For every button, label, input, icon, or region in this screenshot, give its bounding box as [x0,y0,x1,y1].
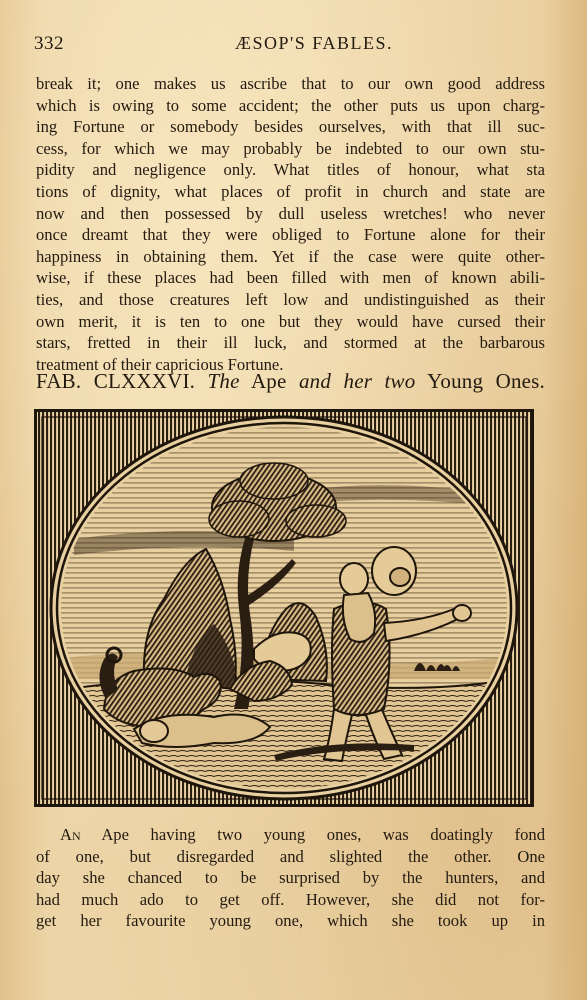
text-line: stars, fretted in their ill luck, and stormed at the barbarous [36,333,545,353]
first-line-rest: Ape having two young ones, was doatingly fond [80,825,545,844]
fable-heading [36,369,545,394]
opening-word: An [60,825,81,844]
text-line [36,824,545,846]
page-number: 332 [34,33,64,54]
fable-title-and-her-two: and her two [298,369,416,393]
fable-title-the: The [207,369,240,393]
fable-number: FAB. CLXXXVI. [36,369,196,393]
text-line: ties, and those creatures left low and undistinguished as their [36,289,545,309]
running-title: ÆSOP'S FABLES. [235,33,393,53]
fable-title-young-ones: Young Ones. [427,369,546,393]
text-line: once dreamt that they were obliged to Fortune alone for their [36,225,545,245]
text-line: cess, for which we may probably be indebted to our own stu- [36,138,545,158]
text-line: pidity and negligence only. What titles of honour, what sta [36,160,545,180]
text-line: of one, but disregarded and slighted the other. One [36,846,545,866]
text-line: now and then possessed by dull useless wretches! who never [36,203,545,223]
running-head [34,33,554,55]
text-line: break it; one makes us ascribe that to our own good address [36,74,545,93]
fable-title-ape: Ape [250,369,287,393]
text-line: ing Fortune or somebody besides ourselves, with that ill suc- [36,117,545,137]
text-line: treatment of their capricious Fortune. [36,354,284,374]
paragraph-fable [36,824,545,932]
text-line: day she chanced to be surprised by the hunters, and [36,868,545,888]
woodcut-illustration [34,409,534,807]
text-line: get her favourite young one, which she took up in [36,911,545,931]
text-line: had much ado to get off. However, she did not for- [36,889,545,909]
text-line: tions of dignity, what places of profit in church and state are [36,181,545,201]
text-line: which is owing to some accident; the other puts us upon charg- [36,95,545,115]
text-line: own merit, it is ten to one but they would have cursed their [36,311,545,331]
text-line: wise, if these places had been filled with men of known abili- [36,268,545,288]
text-line: happiness in obtaining them. Yet if the case were quite other- [36,246,545,266]
paragraph-moral [36,73,545,375]
